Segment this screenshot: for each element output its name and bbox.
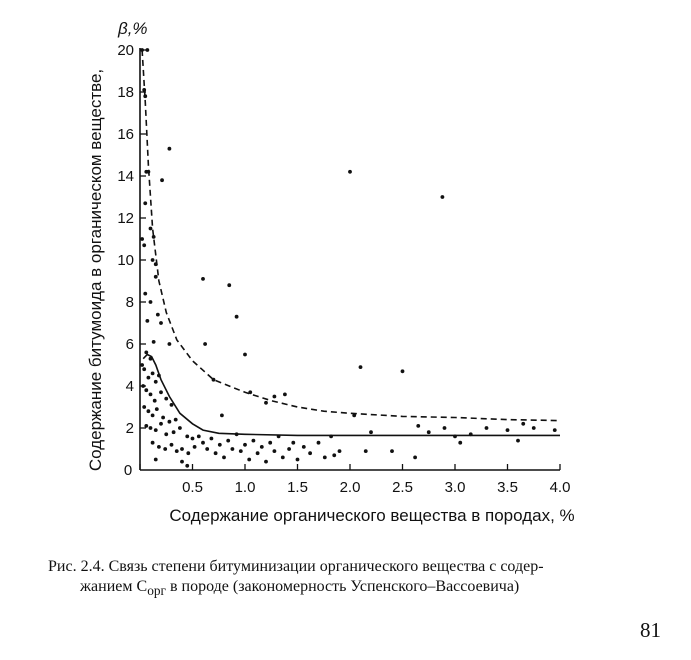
y-tick-label: 10	[117, 252, 134, 269]
data-point	[175, 449, 179, 453]
data-point	[203, 342, 207, 346]
data-point	[201, 441, 205, 445]
data-point	[390, 449, 394, 453]
y-tick-label: 8	[125, 294, 134, 311]
data-point	[142, 243, 146, 247]
page-number: 81	[640, 618, 661, 642]
data-point	[151, 372, 155, 376]
data-point	[164, 397, 168, 401]
data-point	[159, 422, 163, 426]
data-point	[308, 451, 312, 455]
x-tick-label: 4.0	[549, 479, 571, 496]
data-point	[338, 449, 342, 453]
data-point	[273, 395, 277, 399]
x-axis-title: Содержание органического вещества в породах, %	[169, 506, 575, 525]
data-point	[157, 445, 161, 449]
data-point	[170, 403, 174, 407]
data-point	[144, 424, 148, 428]
data-point	[186, 451, 190, 455]
data-point	[287, 447, 291, 451]
data-point	[154, 380, 158, 384]
y-tick-label: 14	[117, 168, 134, 185]
caption-line2	[48, 577, 648, 601]
y-tick-label: 6	[125, 336, 134, 353]
data-point	[170, 443, 174, 447]
data-point	[264, 401, 268, 405]
data-point	[201, 277, 205, 281]
caption-prefix: Рис. 2.4.	[48, 558, 105, 575]
data-point	[185, 464, 189, 468]
data-point	[268, 441, 272, 445]
data-point	[142, 367, 146, 371]
data-point	[273, 449, 277, 453]
data-point	[154, 428, 158, 432]
data-point	[149, 393, 153, 397]
y-tick-label: 18	[117, 84, 134, 101]
data-point	[281, 456, 285, 460]
data-point	[191, 437, 195, 441]
data-point	[159, 321, 163, 325]
data-point	[172, 430, 176, 434]
caption-line2-a: жанием С	[80, 578, 148, 595]
data-point	[296, 458, 300, 462]
data-point	[427, 430, 431, 434]
x-tick-label: 2.5	[392, 479, 413, 496]
data-point	[359, 365, 363, 369]
data-point	[180, 460, 184, 464]
data-point	[260, 445, 264, 449]
x-tick-label: 3.0	[444, 479, 466, 496]
data-point	[458, 441, 462, 445]
data-point	[185, 435, 189, 439]
data-point	[143, 292, 147, 296]
caption-line2-b: в породе (закономерность Успенского–Вассоевича)	[165, 578, 520, 595]
data-point	[151, 441, 155, 445]
data-point	[226, 439, 230, 443]
y-tick-label: 4	[125, 378, 134, 395]
data-point	[149, 426, 153, 430]
data-point	[205, 447, 209, 451]
x-tick-label: 0.5	[182, 479, 203, 496]
data-point	[252, 439, 256, 443]
data-point	[163, 447, 167, 451]
y-unit-label: β,%	[118, 19, 148, 38]
data-point	[160, 178, 164, 182]
data-point	[283, 393, 287, 397]
data-point	[147, 409, 151, 413]
data-point	[151, 258, 155, 262]
data-point	[164, 432, 168, 436]
data-point	[153, 399, 157, 403]
data-point	[231, 447, 235, 451]
data-point	[147, 376, 151, 380]
data-point	[161, 416, 165, 420]
data-point	[256, 451, 260, 455]
data-point	[227, 283, 231, 287]
x-tick-label: 1.5	[287, 479, 308, 496]
upper-envelope-line	[142, 50, 560, 421]
data-point	[174, 418, 178, 422]
data-point	[180, 447, 184, 451]
data-point	[151, 414, 155, 418]
y-axis-title: Содержание битумоида в органическом веществе,	[86, 68, 105, 472]
figure-caption	[48, 557, 648, 601]
data-point	[553, 428, 557, 432]
data-point	[291, 441, 295, 445]
lower-envelope-line	[143, 355, 560, 436]
data-point	[193, 445, 197, 449]
data-point	[264, 460, 268, 464]
caption-line1: Связь степени битуминизации органического вещества с содер-	[104, 558, 544, 575]
data-point	[413, 456, 417, 460]
data-point	[323, 456, 327, 460]
data-point	[156, 313, 160, 317]
data-point	[532, 426, 536, 430]
data-point	[159, 390, 163, 394]
data-point	[401, 369, 405, 373]
data-point	[317, 441, 321, 445]
data-point	[214, 451, 218, 455]
data-point	[155, 407, 159, 411]
data-point	[220, 414, 224, 418]
data-point	[506, 428, 510, 432]
y-tick-label: 12	[117, 210, 134, 227]
data-point	[145, 48, 149, 52]
data-point	[168, 342, 172, 346]
data-point	[485, 426, 489, 430]
y-tick-label: 20	[117, 42, 134, 59]
data-point	[218, 443, 222, 447]
data-point	[243, 353, 247, 357]
y-tick-label: 16	[117, 126, 134, 143]
data-point	[178, 426, 182, 430]
data-point	[348, 170, 352, 174]
data-point	[516, 439, 520, 443]
data-point	[222, 456, 226, 460]
data-point	[521, 422, 525, 426]
data-point	[154, 458, 158, 462]
x-tick-label: 0	[123, 462, 133, 479]
caption-subscript: орг	[147, 583, 166, 599]
data-point	[149, 227, 153, 231]
x-tick-label: 1.0	[234, 479, 256, 496]
data-point	[443, 426, 447, 430]
data-point	[416, 424, 420, 428]
data-point	[239, 449, 243, 453]
data-point	[168, 420, 172, 424]
data-point	[210, 437, 214, 441]
data-point	[369, 430, 373, 434]
x-tick-label: 3.5	[497, 479, 518, 496]
x-tick-label: 2.0	[339, 479, 361, 496]
y-tick-label: 2	[125, 420, 134, 437]
data-point	[441, 195, 445, 199]
data-point	[142, 405, 146, 409]
data-point	[364, 449, 368, 453]
data-point	[144, 351, 148, 355]
data-point	[168, 147, 172, 151]
data-point	[332, 453, 336, 457]
data-point	[302, 445, 306, 449]
data-point	[154, 275, 158, 279]
data-point	[197, 435, 201, 439]
data-point	[149, 300, 153, 304]
data-point	[152, 340, 156, 344]
data-point	[247, 458, 251, 462]
data-point	[145, 319, 149, 323]
data-point	[243, 443, 247, 447]
data-point	[235, 315, 239, 319]
data-point	[144, 388, 148, 392]
data-point	[143, 201, 147, 205]
